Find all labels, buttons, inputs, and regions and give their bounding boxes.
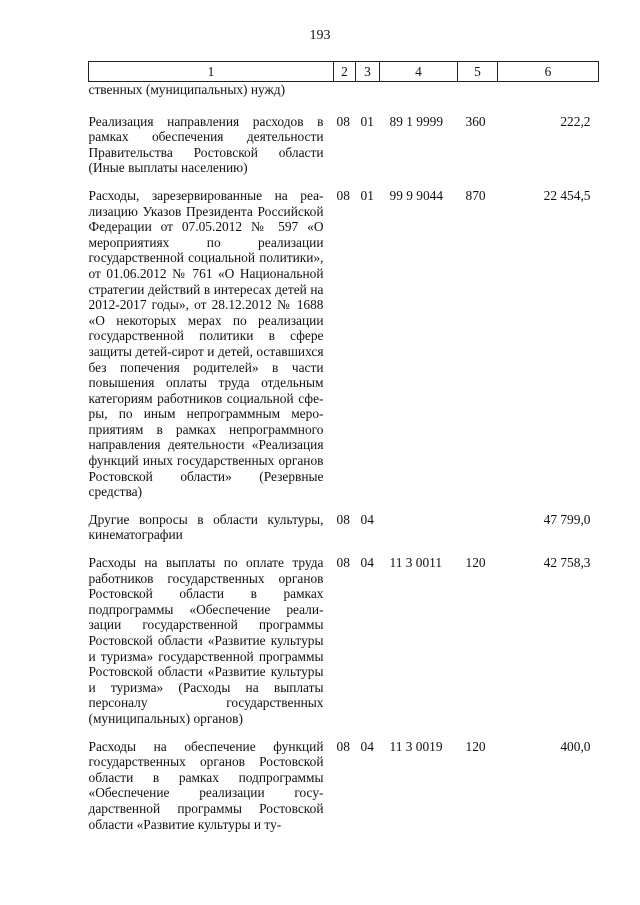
header-col-2: 2 [334,62,356,82]
row-expense-type: 870 [465,187,486,203]
continuation-text: ственных (муниципальных) нужд) [88,82,286,97]
row-amount: 222,2 [560,113,591,129]
row-target-article: 11 3 0011 [389,555,443,571]
budget-table [88,61,599,832]
row-subsection-code: 04 [360,738,374,754]
row-subsection-code: 04 [360,555,374,571]
page-number: 193 [309,28,331,43]
row-description: Реализация направления расходов в рамках обеспечения деятельности Правительства Ростовской области (Иные выплаты населению) [88,113,324,176]
empty-cell [498,82,599,114]
table-row-continuation [89,82,599,114]
row-amount: 47 799,0 [543,511,591,527]
row-section-code: 08 [336,555,350,571]
row-subsection-code: 01 [360,113,374,129]
row-description: Расходы, зарезервированные на реализацию Указов Президента Российской Федерации от 07.05.2012 № 597 «О мероприятиях по реализации государственной социальной политики», от 01.06.2012 № 761 «О Национальной стратегии действий в интересах детей на 2012-2017 годы», от 28.12.2012 № 1688 «О некоторых мерах по реализации государственной политики в сфере защиты детей-сирот и детей, оставшихся без попечения родителей» в части повышения оплаты труда отдельным категориям работников социальной сферы, по иным непрограммным мероприятиям в рамках непрограммного направления деятельности «Реализация функций иных государственных органов Ростовской области» (Резервные средства) [88,187,324,500]
table-row [89,114,599,188]
row-section-code: 08 [336,511,350,527]
empty-cell [356,82,380,114]
row-expense-type [458,512,498,555]
row-target-article: 99 9 9044 [389,187,444,203]
header-col-4: 4 [380,62,458,82]
row-amount: 400,0 [560,738,591,754]
empty-cell [380,82,458,114]
header-col-1: 1 [89,62,334,82]
table-row [89,739,599,833]
row-section-code: 08 [336,738,350,754]
row-section-code: 08 [336,187,350,203]
row-amount: 22 454,5 [543,187,591,203]
row-subsection-code: 01 [360,187,374,203]
row-expense-type: 360 [465,113,486,129]
table-body [89,82,599,833]
row-description: Расходы на выплаты по оплате труда работников государственных органов Ростовской области в рамках подпрограммы «Обеспечение реализации государственной программы Ростовской области «Развитие культуры и туризма» государственной программы Ростовской области «Развитие культуры и туризма» (Расходы на выплаты персоналу государственных (муниципальных) органов) [88,555,324,726]
empty-cell [334,82,356,114]
table-row [89,188,599,512]
table-row [89,512,599,555]
table-header [89,62,599,82]
header-col-3: 3 [356,62,380,82]
row-description: Расходы на обеспечение функций государственных органов Ростовской области в рамках подпрограммы «Обеспечение реализации государственной программы Ростовской области «Развитие культуры и ту- [88,738,324,832]
row-target-article [380,512,458,555]
table-header-row [89,62,599,82]
row-amount: 42 758,3 [543,555,591,571]
row-description: Другие вопросы в области культуры, кинематографии [88,511,324,543]
row-section-code: 08 [336,113,350,129]
row-target-article: 11 3 0019 [389,738,443,754]
row-subsection-code: 04 [360,511,374,527]
header-col-5: 5 [458,62,498,82]
row-target-article: 89 1 9999 [389,113,444,129]
empty-cell [458,82,498,114]
table-row [89,555,599,739]
row-expense-type: 120 [465,555,486,571]
row-expense-type: 120 [465,738,486,754]
header-col-6: 6 [498,62,599,82]
